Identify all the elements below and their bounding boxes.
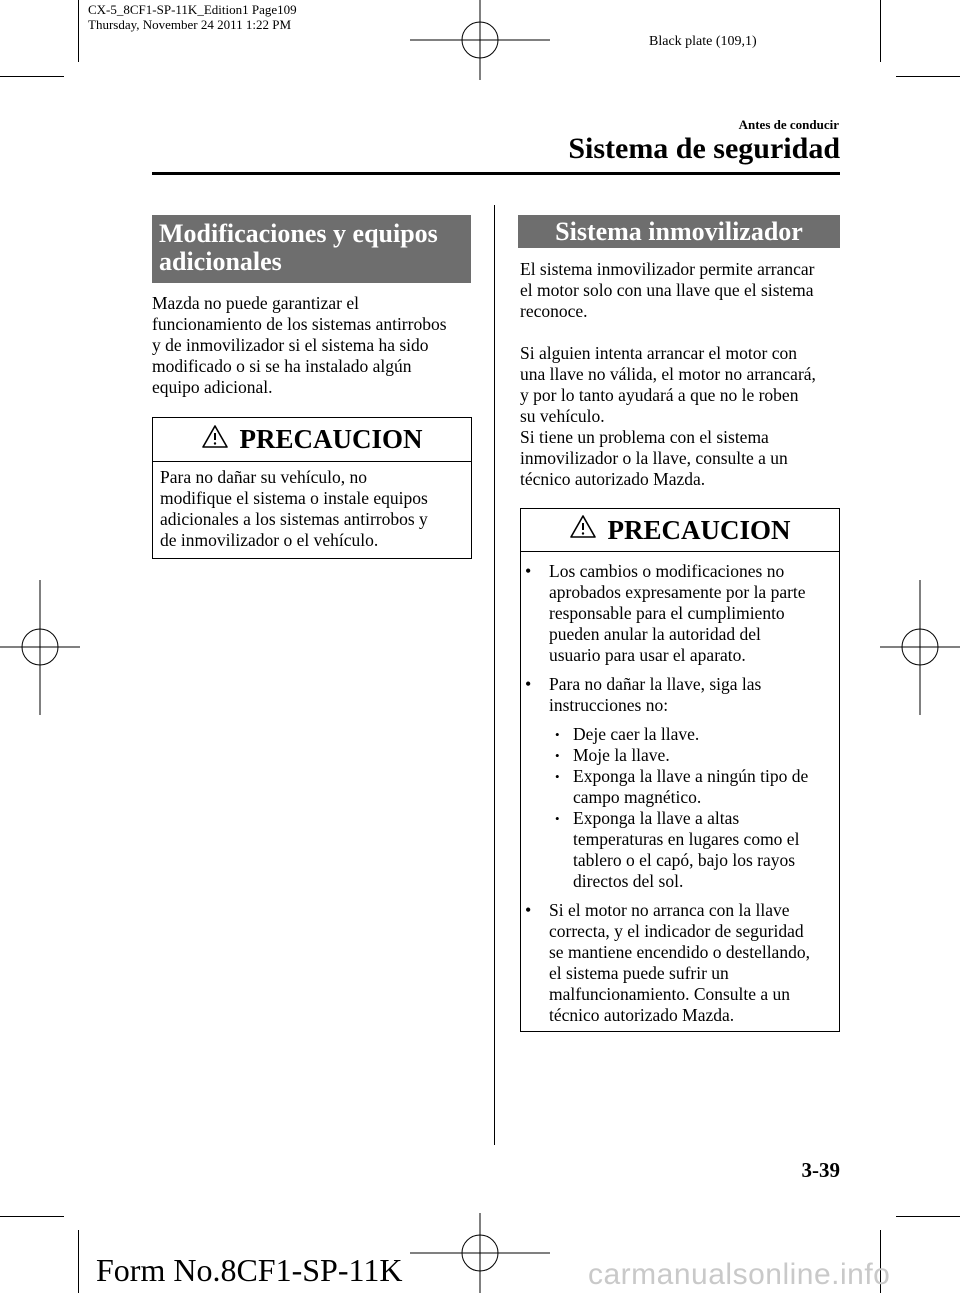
caution-box-right xyxy=(520,508,840,1032)
text-line: funcionamiento de los sistemas antirrobos xyxy=(152,314,447,334)
text-line: • Exponga la llave a altas xyxy=(573,808,740,828)
heading-line: Modificaciones y equipos xyxy=(159,219,438,248)
caution-text xyxy=(521,552,839,1026)
section-label: Antes de conducir xyxy=(738,117,839,132)
caution-title: PRECAUCION xyxy=(239,424,423,454)
text-line: adicionales a los sistemas antirrobos y xyxy=(160,509,428,529)
text-line: tablero o el capó, bajo los rayos xyxy=(573,850,796,870)
page-number: 3-39 xyxy=(801,1158,840,1182)
text-line: aprobados expresamente por la parte xyxy=(549,582,806,602)
paragraph-inmovilizador-1 xyxy=(520,259,842,322)
crop-mark xyxy=(0,76,64,77)
text-line: de inmovilizador o el vehículo. xyxy=(160,530,379,550)
text-line: El sistema inmovilizador permite arrancar xyxy=(520,259,815,279)
sub-list-item xyxy=(549,808,833,892)
text-line: malfuncionamiento. Consulte a un xyxy=(549,984,791,1004)
text-line: Mazda no puede garantizar el xyxy=(152,293,359,313)
crop-mark xyxy=(880,0,881,62)
registration-mark-bottom xyxy=(410,1213,550,1293)
print-job-line1: CX-5_8CF1-SP-11K_Edition1 Page109 xyxy=(88,2,297,17)
text-line: • Deje caer la llave. xyxy=(573,724,700,744)
text-line: correcta, y el indicador de seguridad xyxy=(549,921,804,941)
registration-mark-right xyxy=(880,580,960,715)
text-line: temperaturas en lugares como el xyxy=(573,829,800,849)
form-number: Form No.8CF1-SP-11K xyxy=(96,1252,403,1288)
sub-list-item xyxy=(549,745,833,766)
text-line: usuario para usar el aparato. xyxy=(549,645,746,665)
text-line: una llave no válida, el motor no arrancará, xyxy=(520,364,816,384)
heading-line: adicionales xyxy=(159,247,282,276)
text-line: modifique el sistema o instale equipos xyxy=(160,488,428,508)
list-item xyxy=(521,900,833,1026)
list-item xyxy=(521,561,833,666)
registration-mark-left xyxy=(0,580,80,715)
text-line: su vehículo. xyxy=(520,406,605,426)
text-line: se mantiene encendido o destellando, xyxy=(549,942,810,962)
text-line: equipo adicional. xyxy=(152,377,273,397)
text-line: instrucciones no: xyxy=(549,695,669,715)
text-line: el motor solo con una llave que el sistema xyxy=(520,280,814,300)
text-line: • Los cambios o modificaciones no xyxy=(549,561,785,581)
text-line: inmovilizador o la llave, consulte a un xyxy=(520,448,788,468)
header-rule xyxy=(152,172,840,175)
print-job-line2: Thursday, November 24 2011 1:22 PM xyxy=(88,17,292,32)
text-line: y por lo tanto ayudará a que no le roben xyxy=(520,385,799,405)
text-line: reconoce. xyxy=(520,301,588,321)
text-line: Para no dañar su vehículo, no xyxy=(160,467,368,487)
text-line: • Moje la llave. xyxy=(573,745,670,765)
watermark: carmanualsonline.info xyxy=(588,1258,891,1291)
crop-mark xyxy=(78,0,79,62)
caution-text xyxy=(153,462,471,551)
text-line: Si tiene un problema con el sistema xyxy=(520,427,769,447)
text-line: responsable para el cumplimiento xyxy=(549,603,785,623)
crop-mark xyxy=(896,1216,960,1217)
caution-header xyxy=(153,418,471,462)
text-line: y de inmovilizador si el sistema ha sido xyxy=(152,335,429,355)
page-title: Sistema de seguridad xyxy=(568,132,840,165)
paragraph-inmovilizador-2 xyxy=(520,343,842,490)
text-line: campo magnético. xyxy=(573,787,702,807)
list-item xyxy=(521,674,833,716)
text-line: Si alguien intenta arrancar el motor con xyxy=(520,343,797,363)
crop-mark xyxy=(0,1216,64,1217)
text-line: • Para no dañar la llave, siga las xyxy=(549,674,762,694)
registration-mark-top xyxy=(410,0,550,80)
crop-mark xyxy=(896,76,960,77)
column-divider xyxy=(494,205,495,1145)
paragraph-modificaciones xyxy=(152,293,472,398)
sub-list-item xyxy=(549,724,833,745)
sub-list xyxy=(521,724,833,892)
text-line: modificado o si se ha instalado algún xyxy=(152,356,412,376)
caution-box-left xyxy=(152,417,472,559)
text-line: directos del sol. xyxy=(573,871,684,891)
warning-icon xyxy=(201,424,229,456)
caution-header xyxy=(521,509,839,552)
section-heading-modificaciones xyxy=(152,215,471,283)
text-line: técnico autorizado Mazda. xyxy=(549,1005,735,1025)
crop-mark xyxy=(78,1230,79,1293)
text-line: técnico autorizado Mazda. xyxy=(520,469,706,489)
text-line: • Si el motor no arranca con la llave xyxy=(549,900,790,920)
text-line: el sistema puede sufrir un xyxy=(549,963,729,983)
text-line: • Exponga la llave a ningún tipo de xyxy=(573,766,809,786)
print-job-info xyxy=(88,2,297,32)
caution-title: PRECAUCION xyxy=(607,514,791,545)
plate-label: Black plate (109,1) xyxy=(649,34,757,49)
sub-list-item xyxy=(549,766,833,808)
warning-icon xyxy=(569,514,597,546)
text-line: pueden anular la autoridad del xyxy=(549,624,761,644)
section-heading-inmovilizador: Sistema inmovilizador xyxy=(518,215,840,248)
